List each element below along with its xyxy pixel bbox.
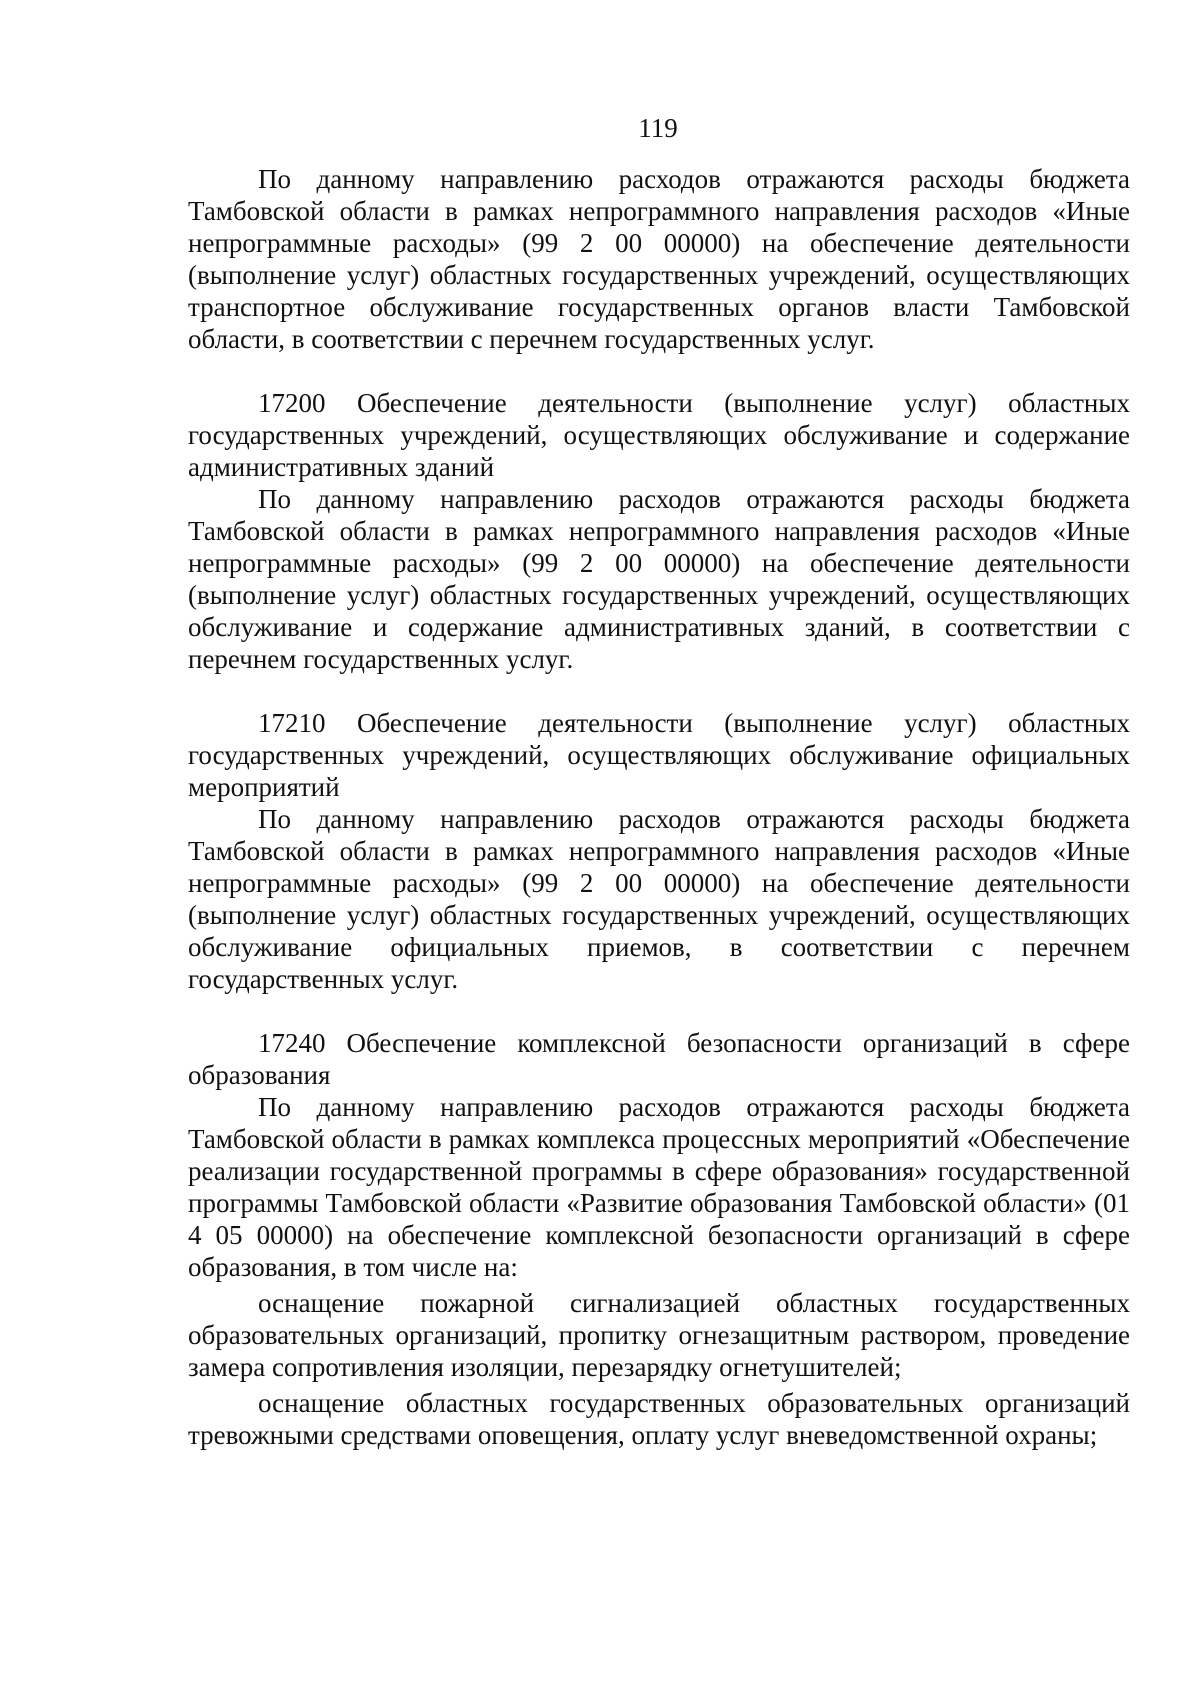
document-body: [188, 163, 1130, 1451]
paragraph-transport-services: По данному направлению расходов отражаются расходы бюджета Тамбовской области в рамках непрограммного направления расходов «Иные непрограммные расходы» (99 2 00 00000) на обеспечение деятельности (выполнение услуг) областных государственных учреждений, осуществляющих транспортное обслуживание государственных органов власти Тамбовской области, в соответствии с перечнем государственных услуг.: [188, 164, 1130, 354]
section-heading-17210: 17210 Обеспечение деятельности (выполнение услуг) областных государственных учреждений, осуществляющих обслуживание официальных мероприятий: [188, 708, 1130, 802]
section-heading-17200: 17200 Обеспечение деятельности (выполнение услуг) областных государственных учреждений, осуществляющих обслуживание и содержание административных зданий: [188, 388, 1130, 482]
page-number: 119: [638, 113, 678, 143]
paragraph-17210-description: По данному направлению расходов отражаются расходы бюджета Тамбовской области в рамках непрограммного направления расходов «Иные непрограммные расходы» (99 2 00 00000) на обеспечение деятельности (выполнение услуг) областных государственных учреждений, осуществляющих обслуживание официальных приемов, в соответствии с перечнем государственных услуг.: [188, 804, 1130, 994]
section-heading-17240: 17240 Обеспечение комплексной безопасности организаций в сфере образования: [188, 1028, 1130, 1090]
paragraph-17200-description: По данному направлению расходов отражаются расходы бюджета Тамбовской области в рамках непрограммного направления расходов «Иные непрограммные расходы» (99 2 00 00000) на обеспечение деятельности (выполнение услуг) областных государственных учреждений, осуществляющих обслуживание и содержание административных зданий, в соответствии с перечнем государственных услуг.: [188, 484, 1130, 674]
list-item-fire-alarm: оснащение пожарной сигнализацией областных государственных образовательных организаций, пропитку огнезащитным раствором, проведение замера сопротивления изоляции, перезарядку огнетушителей;: [188, 1288, 1130, 1382]
list-item-alarm-security: оснащение областных государственных образовательных организаций тревожными средствами оповещения, оплату услуг вневедомственной охраны;: [188, 1388, 1130, 1450]
paragraph-17240-description: По данному направлению расходов отражаются расходы бюджета Тамбовской области в рамках комплекса процессных мероприятий «Обеспечение реализации государственной программы в сфере образования» государственной программы Тамбовской области «Развитие образования Тамбовской области» (01 4 05 00000) на обеспечение комплексной безопасности организаций в сфере образования, в том числе на:: [188, 1092, 1130, 1282]
